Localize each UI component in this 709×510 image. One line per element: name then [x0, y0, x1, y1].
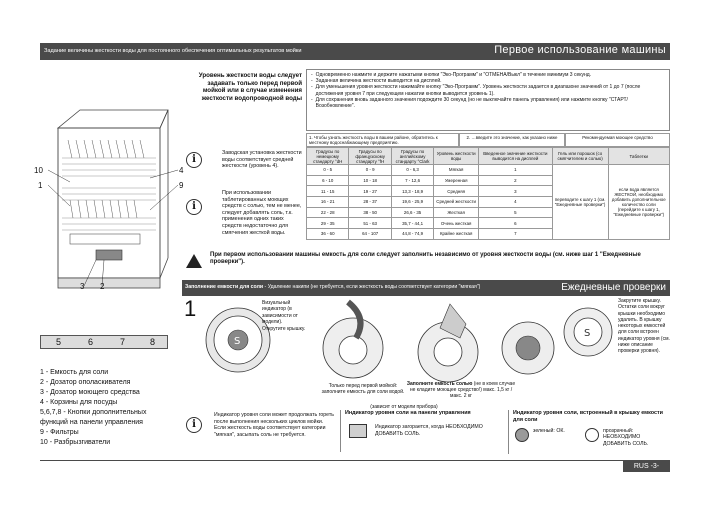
warning-icon: !: [186, 254, 202, 268]
control-panel-strip: [40, 335, 168, 349]
table-header-row: [307, 148, 670, 165]
info-icon: i: [186, 414, 202, 433]
lid-clear-icon: [585, 428, 599, 442]
daily-bar-text: Заполнение емкости для соли - Удаление накипи (не требуется, если жесткость воды соответствует категории "мягкая"): [185, 284, 481, 290]
hardness-heading: Уровень жесткости воды следует задавать только перед первой мойкой или в случае изменения жесткости водопроводной воды: [198, 72, 302, 102]
callout-2: 2: [100, 282, 105, 291]
legend-item: 3 - Дозатор моющего средства: [40, 389, 140, 396]
hardness-steps: [306, 69, 670, 131]
header-bar: [40, 43, 670, 60]
legend-item: 2 - Дозатор ополаскивателя: [40, 379, 131, 386]
table-row: 11 - 15 19 - 27 13,3 - 18,9 Средняя 3: [307, 186, 670, 197]
callout-5: 5: [56, 337, 62, 347]
table-row: 29 - 35 51 - 63 35,7 - 44,1 Очень жесткая 6: [307, 218, 670, 229]
page-title: Первое использование машины: [494, 44, 666, 56]
th-tablets: Таблетки: [608, 148, 669, 165]
caution-note: При первом использовании машины емкость для соли следует заполнить независимо от уровня жесткости воды (см. ниже шаг 1 "Ежедневные проверки").: [210, 252, 641, 266]
lid-indicator-heading: Индикатор уровня соли, встроенный в крышку емкости для соли: [513, 410, 663, 423]
legend-item: 9 - Фильтры: [40, 429, 79, 436]
lid-clear-text: прозрачный: НЕОБХОДИМО ДОБАВИТЬ СОЛЬ.: [603, 428, 649, 447]
fill-water-illustration: [308, 298, 394, 382]
callout-1: 1: [38, 181, 43, 190]
th-dh: Градусы по немецкому стандарту °dH: [307, 148, 349, 165]
step-item: - Для уменьшения уровня жесткости нажимайте кнопку "Эко-Программ". Уровень жесткости задается в диапазоне значений от 1 до 7 (после достижения уровня 7 при следующем нажатии кнопки выводится уровень 1).: [311, 84, 641, 97]
page-number: RUS -3-: [623, 461, 670, 472]
table-head-step1: 1. Чтобы узнать жесткость воды в вашем районе, обратитесь к местному водоснабжающему предприятию.: [306, 133, 459, 147]
cap-closed-illustration: [560, 298, 618, 368]
callout-3: 3: [80, 282, 85, 291]
panel-indicator-box: [340, 410, 506, 452]
dishwasher-diagram: [34, 100, 185, 300]
table-head-detergent: Рекомендуемая моющее средство: [565, 133, 670, 147]
close-cap-illustration: [498, 298, 558, 382]
th-display: Введенное значение жесткости выводится на дисплей: [478, 148, 552, 165]
info-icon: i: [186, 149, 202, 168]
step-item: - Для сохранения вновь заданного значения подождите 30 секунд (но не выключайте панель управления) или нажмите кнопку "СТАРТ/Возобновление".: [311, 96, 628, 110]
table-row: 16 - 21 28 - 37 19,6 - 25,9 Средней жесткости 4: [307, 197, 670, 208]
daily-bar: [182, 280, 670, 296]
fill-salt-illustration: [400, 298, 492, 382]
close-cap-text: Закрутите крышку. Остатки соли вокруг крышки необходимо удалить. В крышку некоторых емкостей для соли встроен индикатор уровня (см. ниже описание проверки уровня).: [618, 298, 670, 355]
info-icon: i: [186, 196, 202, 215]
fill-salt-photo: [400, 298, 492, 382]
caption-first-wash: Только перед первой мойкой: заполните емкость для соли водой.: [321, 383, 405, 396]
th-fh: Градусы по французскому стандарту °fH: [349, 148, 391, 165]
table-head-step2: 2. …введите это значение, как указано ниже: [459, 133, 565, 147]
gel-note: переводите к шагу 1 (см. "Ежедневные проверки"): [552, 165, 608, 240]
svg-text:S: S: [234, 336, 241, 347]
caption-model: (зависит от модели прибора): [370, 404, 438, 410]
dishwasher-illustration: [40, 100, 185, 300]
step-number: 1: [184, 296, 197, 321]
legend-item: 4 - Корзины для посуды: [40, 399, 118, 406]
lid-green-text: зеленый: ОК.: [533, 428, 565, 434]
indicator-note: Индикатор уровня соли может продолжать гореть после выполнения нескольких циклов мойки. Если жесткость воды соответствует категории "мягкая", засыпать соль не требуется.: [214, 412, 334, 438]
hardness-table-wrap: [306, 133, 670, 240]
hardness-table: [306, 147, 670, 240]
step-item: - Одновременно нажмите и держите нажатыми кнопки "Эко-Программ" и "ОТМЕНА/Выкл" в течение минимум 3 секунд.: [311, 72, 592, 78]
th-clark: Градусы по английскому стандарту °Clark: [391, 148, 433, 165]
daily-title: Ежедневные проверки: [561, 281, 666, 293]
factory-setting-note: Заводская установка жесткости воды соответствует средней жесткости (уровень 4).: [222, 150, 302, 170]
close-cap-photo: [498, 298, 558, 382]
callout-7: 7: [120, 337, 126, 347]
th-gel: Гель или порошок (со смягчителем и солью): [552, 148, 608, 165]
callout-10: 10: [34, 166, 43, 175]
legend-item: 10 - Разбрызгиватели: [40, 439, 111, 446]
legend-item: 5,6,7,8 - Кнопки дополнительных: [40, 409, 147, 416]
caption-fill-salt: Заполните емкость солью (не в коем случае не кладите моющее средство!) макс. 1,5 кг / макс. 2 кг: [406, 381, 516, 400]
callout-8: 8: [150, 337, 156, 347]
callout-4: 4: [179, 166, 184, 175]
footer-divider: [40, 460, 670, 461]
table-row: 36 - 60 64 - 107 44,8 - 74,9 Крайне жесткая 7: [307, 229, 670, 240]
parts-legend: [40, 368, 180, 448]
table-top-heads: [306, 133, 670, 147]
callout-9: 9: [179, 181, 184, 190]
fill-water-photo: [308, 298, 394, 382]
cap-closed-photo: [560, 298, 618, 368]
table-row: 6 - 10 10 - 18 7 - 12,6 Умеренная 2: [307, 175, 670, 186]
step-item: - Заданная величина жесткости выводится на дисплей.: [311, 78, 442, 85]
tablet-note: если вода является ЖЕСТКОЙ, необходимо добавить дополнительное количество соли (перейдите к шагу 1, "Ежедневные проверки"): [608, 165, 669, 240]
legend-item: 1 - Емкость для соли: [40, 369, 109, 376]
lid-indicator-box: [508, 410, 670, 454]
callout-6: 6: [88, 337, 94, 347]
panel-indicator-text: Индикатор загорается, когда НЕОБХОДИМО ДОБАВИТЬ СОЛЬ.: [375, 424, 483, 437]
table-row: 22 - 28 38 - 50 26,6 - 35 Жесткая 5: [307, 207, 670, 218]
tablet-detergent-note: При использовании таблетированных моющих средств с солью, тем не менее, следует добавлять соль, т.к. применения одних таких средств недостаточно для смягчения жесткой воды.: [222, 190, 302, 236]
header-subtitle: Задание величины жесткости воды для постоянного обеспечения оптимальных результатов мойки: [44, 47, 302, 54]
step1-text: Визуальный индикатор (в зависимости от модели). Открутите крышку.: [262, 300, 306, 332]
th-level: Уровень жесткости воды: [434, 148, 479, 165]
lid-green-icon: [515, 428, 529, 442]
panel-indicator-heading: Индикатор уровня соли на панели управления: [345, 410, 471, 416]
table-row: 0 - 5 0 - 9 0 - 6,3 Мягкая 1 переводите к шагу 1 (см. "Ежедневные проверки") если вода является ЖЕСТКОЙ, необходимо добавить дополнительное количество соли (перейдите к шагу 1, "Ежедневные проверки"): [307, 165, 670, 176]
salt-indicator-icon: [349, 424, 367, 438]
legend-item: функций на панели управления: [40, 419, 143, 426]
svg-text:S: S: [584, 328, 591, 339]
